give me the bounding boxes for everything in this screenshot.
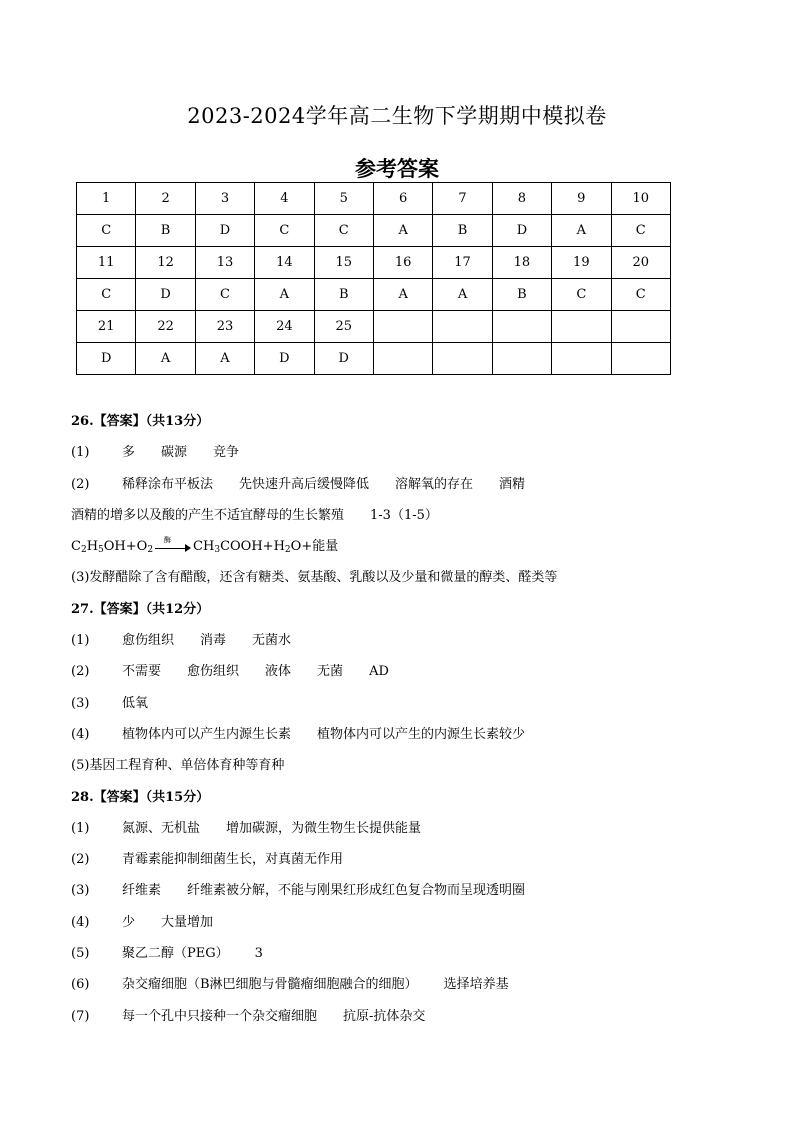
answer-item: 愈伤组织	[187, 664, 240, 680]
answer-item: 稀释涂布平板法	[122, 476, 214, 492]
table-row-question-numbers	[77, 311, 671, 343]
answer-item: 多	[122, 445, 136, 461]
q27-header: 27.【答案】（共12分）	[71, 601, 210, 617]
table-row-question-numbers	[77, 183, 671, 215]
answer-item: 液体	[265, 664, 292, 680]
table-cell: 14	[255, 247, 314, 279]
answer-item: 少	[122, 914, 136, 930]
chemical-equation	[71, 531, 751, 562]
table-cell	[433, 343, 492, 375]
part-number: (3)	[71, 883, 90, 899]
answer-item: 酒精	[499, 476, 526, 492]
part-number: (7)	[71, 1008, 90, 1024]
q27-part-4	[71, 719, 751, 750]
part-number: (3)	[71, 695, 90, 711]
answer-item: 大量增加	[161, 914, 214, 930]
table-cell: 12	[136, 247, 195, 279]
table-cell: B	[433, 215, 492, 247]
table-cell: 16	[373, 247, 432, 279]
table-cell: 19	[552, 247, 611, 279]
q26-part-3	[71, 562, 751, 593]
answer-item: 纤维素	[122, 883, 162, 899]
table-cell	[492, 343, 551, 375]
table-cell: A	[433, 279, 492, 311]
part-number: (1)	[71, 445, 90, 461]
equation-right: $CH_3COOH+H_2O+$能量	[193, 539, 339, 556]
part-number: (2)	[71, 852, 90, 868]
answer-item: 3	[254, 946, 263, 962]
table-cell	[611, 343, 670, 375]
answer-item: AD	[369, 664, 389, 680]
table-cell: 23	[195, 311, 254, 343]
table-cell: D	[136, 279, 195, 311]
answer-content	[71, 406, 751, 1032]
part-number: (1)	[71, 820, 90, 836]
table-cell: C	[611, 215, 670, 247]
answer-item: (3)发酵醋除了含有醋酸，还含有糖类、氨基酸、乳酸以及少量和微量的醇类、醛类等	[71, 570, 558, 586]
table-cell: C	[314, 215, 373, 247]
table-cell: 24	[255, 311, 314, 343]
answer-item: 酒精的增多以及酸的产生不适宜酵母的生长繁殖	[71, 507, 345, 523]
answer-item: 增加碳源，为微生物生长提供能量	[226, 820, 422, 836]
q27-part-2	[71, 656, 751, 687]
q27-part-1	[71, 625, 751, 656]
table-cell: D	[195, 215, 254, 247]
answer-table	[76, 182, 671, 375]
q26-part-2	[71, 469, 751, 500]
table-cell: C	[77, 279, 136, 311]
part-number: (5)	[71, 946, 90, 962]
table-cell: 9	[552, 183, 611, 215]
table-cell: 10	[611, 183, 670, 215]
table-cell	[433, 311, 492, 343]
answer-item: 抗原-抗体杂交	[343, 1008, 426, 1024]
table-cell: 7	[433, 183, 492, 215]
part-number: (1)	[71, 633, 90, 649]
answer-item: 无菌水	[252, 633, 292, 649]
table-cell	[373, 311, 432, 343]
answer-item: 1-3（1-5）	[370, 507, 438, 523]
table-cell: D	[255, 343, 314, 375]
answer-item: 竞争	[213, 445, 240, 461]
part-number: (2)	[71, 476, 90, 492]
part-number: (2)	[71, 664, 90, 680]
table-cell: A	[373, 215, 432, 247]
q28-part-3	[71, 875, 751, 906]
table-cell: 21	[77, 311, 136, 343]
table-row-answers	[77, 279, 671, 311]
table-cell	[492, 311, 551, 343]
table-cell: A	[195, 343, 254, 375]
answer-item: (5)基因工程育种、单倍体育种等育种	[71, 758, 285, 774]
table-cell: B	[492, 279, 551, 311]
table-cell: 5	[314, 183, 373, 215]
answer-item: 碳源	[161, 445, 188, 461]
q28-part-1	[71, 813, 751, 844]
q27-part-3	[71, 688, 751, 719]
table-cell: 3	[195, 183, 254, 215]
table-cell: B	[136, 215, 195, 247]
part-number: (4)	[71, 726, 90, 742]
answer-item: 纤维素被分解，不能与刚果红形成红色复合物而呈现透明圈	[187, 883, 526, 899]
table-cell: C	[255, 215, 314, 247]
table-cell: 20	[611, 247, 670, 279]
table-cell: 1	[77, 183, 136, 215]
table-row-question-numbers	[77, 247, 671, 279]
answer-item: 植物体内可以产生内源生长素	[122, 726, 292, 742]
answer-item: 无菌	[317, 664, 344, 680]
q28-header: 28.【答案】（共15分）	[71, 789, 210, 805]
answer-item: 低氧	[122, 695, 149, 711]
table-cell: 25	[314, 311, 373, 343]
table-cell	[552, 311, 611, 343]
table-cell: 17	[433, 247, 492, 279]
answer-item: 消毒	[200, 633, 227, 649]
table-cell: 6	[373, 183, 432, 215]
table-cell	[611, 311, 670, 343]
page-title: 2023-2024学年高二生物下学期期中模拟卷	[187, 104, 607, 128]
table-cell: A	[255, 279, 314, 311]
q26-part-1	[71, 437, 751, 468]
table-cell: A	[552, 215, 611, 247]
table-row-answers	[77, 215, 671, 247]
table-cell: B	[314, 279, 373, 311]
answer-item: 每一个孔中只接种一个杂交瘤细胞	[122, 1008, 318, 1024]
table-cell: 15	[314, 247, 373, 279]
table-cell: 18	[492, 247, 551, 279]
catalyst-label: 酶	[164, 535, 172, 544]
q26-header: 26.【答案】（共13分）	[71, 414, 210, 429]
answer-item: 氮源、无机盐	[122, 820, 201, 836]
table-cell: 2	[136, 183, 195, 215]
table-cell: 8	[492, 183, 551, 215]
q28-part-5	[71, 938, 751, 969]
table-cell: 4	[255, 183, 314, 215]
table-cell: A	[373, 279, 432, 311]
answer-item: 先快速升高后缓慢降低	[239, 476, 370, 492]
q28-part-2	[71, 844, 751, 875]
table-cell: C	[611, 279, 670, 311]
page-subtitle: 参考答案	[355, 156, 439, 181]
table-cell: 11	[77, 247, 136, 279]
q27-part-5	[71, 750, 751, 781]
q26-part-2-continued	[71, 500, 751, 531]
table-cell: 13	[195, 247, 254, 279]
table-cell: D	[77, 343, 136, 375]
part-number: (4)	[71, 914, 90, 930]
q28-part-7	[71, 1001, 751, 1032]
answer-item: 不需要	[122, 664, 162, 680]
table-cell: 22	[136, 311, 195, 343]
equation-left: $C_2H_5OH+O_2$	[71, 539, 154, 556]
table-cell: D	[492, 215, 551, 247]
q28-part-6	[71, 969, 751, 1000]
answer-item: 溶解氧的存在	[395, 476, 474, 492]
part-number: (6)	[71, 977, 90, 993]
table-cell	[373, 343, 432, 375]
answer-item: 愈伤组织	[122, 633, 175, 649]
q28-part-4	[71, 907, 751, 938]
answer-item: 选择培养基	[443, 977, 509, 993]
answer-item: 青霉素能抑制细菌生长，对真菌无作用	[122, 852, 344, 868]
table-row-answers	[77, 343, 671, 375]
table-cell: C	[195, 279, 254, 311]
reaction-arrow-icon	[155, 535, 191, 552]
table-cell	[552, 343, 611, 375]
table-cell: C	[552, 279, 611, 311]
answer-item: 聚乙二醇（PEG）	[122, 946, 229, 962]
answer-item: 植物体内可以产生的内源生长素较少	[317, 726, 526, 742]
table-cell: C	[77, 215, 136, 247]
table-cell: D	[314, 343, 373, 375]
table-cell: A	[136, 343, 195, 375]
answer-item: 杂交瘤细胞（B淋巴细胞与骨髓瘤细胞融合的细胞）	[122, 977, 418, 993]
